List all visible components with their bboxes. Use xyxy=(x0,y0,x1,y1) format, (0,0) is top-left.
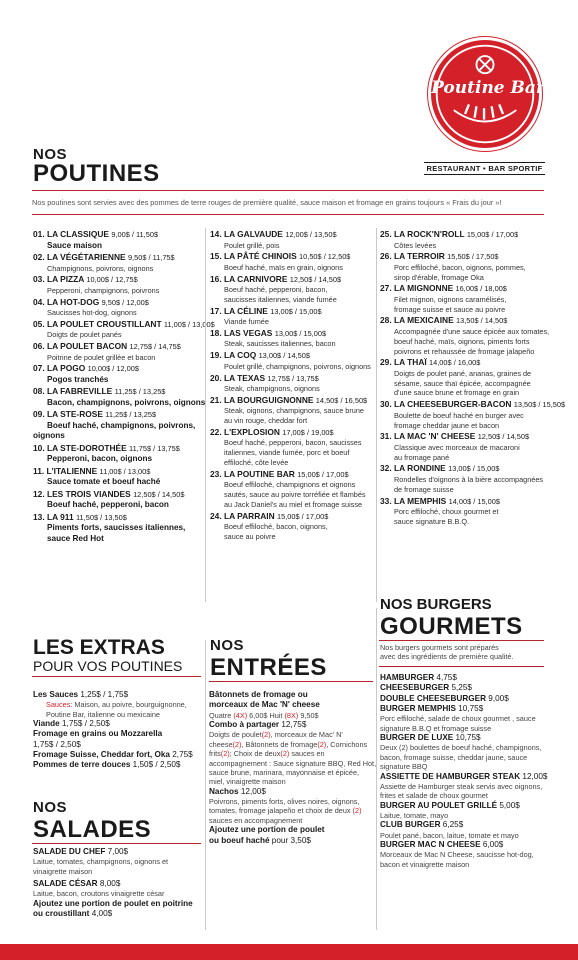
poutine-name: 09. LA STE-ROSE 11,25$ / 13,25$ xyxy=(33,409,157,420)
poutine-name: 17. LA CÉLINE 13,00$ / 15,00$ xyxy=(210,305,322,316)
poutine-desc: sauce au poivre xyxy=(224,532,276,542)
entree-combo: Combo à partager 12,75$ xyxy=(209,720,307,729)
burger-item xyxy=(380,801,550,821)
poutine-item xyxy=(380,463,550,494)
burger-name: BURGER MEMPHIS 10,75$ xyxy=(380,703,484,713)
column-divider xyxy=(205,228,206,602)
poutine-name: 30. LA CHEESEBURGER-BACON 13,50$ / 15,50$ xyxy=(380,399,566,410)
poutine-desc: Doigts de poulet pané, ananas, graines de xyxy=(394,368,532,378)
entree-nachos: Nachos 12,00$ xyxy=(209,786,266,796)
salade-ajout-2: ou croustillant 4,00$ xyxy=(33,909,113,919)
burgers-intro-1: Nos burgers gourmets sont préparés xyxy=(380,643,499,652)
poutine-desc: fromage suisse et sauce au poivre xyxy=(394,304,506,314)
entree-nachos-desc-2: tomates, fromage jalapeño et choix de deux (2) xyxy=(209,806,362,816)
salade-chef-desc: Laitue, tomates, champignons, oignons et xyxy=(33,857,169,867)
poutine-name: 32. LA RONDINE 13,00$ / 15,00$ xyxy=(380,463,500,474)
extras-subtitle: POUR VOS POUTINES xyxy=(33,658,183,674)
entree-ajout-2: ou boeuf haché pour 3,50$ xyxy=(209,835,311,845)
poutine-item xyxy=(33,386,205,408)
poutine-desc: sauce signature B.B.Q. xyxy=(394,516,470,526)
entrees-label-small: NOS xyxy=(210,637,245,654)
poutine-item xyxy=(33,363,205,385)
burger-desc: Deux (2) boulettes de boeuf haché, champignons, xyxy=(380,743,542,753)
poutine-desc: Champignons, poivrons, oignons xyxy=(47,263,154,273)
poutine-name: 05. LA POULET CROUSTILLANT 11,00$ / 13,00$ xyxy=(33,318,215,329)
extras-title: LES EXTRAS xyxy=(33,636,165,659)
footer-bar xyxy=(0,944,578,960)
poutine-desc: au Jack Daniel's au miel et fromage suisse xyxy=(224,499,363,509)
divider xyxy=(32,214,544,215)
poutine-item xyxy=(33,409,205,442)
poutine-desc: sésame, sauce thaï épicée, accompagnée xyxy=(394,378,531,388)
poutine-desc: Porc effiloché, bacon, oignons, pommes, xyxy=(394,262,526,272)
burgers-intro-2: avec des ingrédients de première qualité. xyxy=(380,652,514,662)
burger-name: CLUB BURGER 6,25$ xyxy=(380,820,464,830)
burgers-list xyxy=(380,673,550,869)
poutine-desc: Poulet grillé, pois xyxy=(224,240,280,250)
burger-name: DOUBLE CHEESEBURGER 9,00$ xyxy=(380,693,509,703)
burger-item xyxy=(380,694,550,704)
poutine-desc: italiennes, viande fumée, porc et boeuf xyxy=(224,448,350,458)
column-divider xyxy=(376,608,377,930)
burgers-title: GOURMETS xyxy=(380,613,523,640)
burger-item xyxy=(380,820,550,840)
poutine-name: 18. LAS VEGAS 13,00$ / 15,00$ xyxy=(210,327,327,338)
poutine-item xyxy=(210,427,375,468)
poutine-name: 08. LA FABREVILLE 11,25$ / 13,25$ xyxy=(33,386,166,397)
poutine-name: 04. LA HOT-DOG 9,50$ / 12,00$ xyxy=(33,296,149,307)
burger-desc: bacon et vinaigrette maison xyxy=(380,859,470,869)
entree-combo-desc-4: accompagnement : Sauce signature BBQ, Red Hot, xyxy=(209,758,377,768)
poutine-item xyxy=(210,306,375,327)
salade-ajout: Ajoutez une portion de poulet en poitrine xyxy=(33,898,193,908)
poutine-item xyxy=(380,315,550,356)
salade-chef: SALADE DU CHEF 7,00$ xyxy=(33,847,129,856)
burger-item xyxy=(380,673,550,683)
burger-name: CHEESEBURGER 5,25$ xyxy=(380,683,472,693)
poutine-desc: saucisses italiennes, viande fumée xyxy=(224,294,337,304)
poutine-name: 25. LA ROCK'N'ROLL 15,00$ / 17,00$ xyxy=(380,229,519,239)
poutine-name: 24. LA PARRAIN 15,00$ / 17,00$ xyxy=(210,510,329,521)
entree-combo-desc-6: miel, vinaigrette maison xyxy=(209,777,286,787)
burger-desc: signature B.B.Q et fromage suisse xyxy=(380,723,492,733)
poutine-desc: Sauce tomate et boeuf haché xyxy=(47,477,161,487)
poutine-desc: Boeuf haché, pepperoni, bacon, xyxy=(224,285,328,295)
divider xyxy=(379,666,544,667)
poutine-name: 33. LA MEMPHIS 14,00$ / 15,00$ xyxy=(380,495,500,506)
poutine-desc: au fromage pané xyxy=(394,452,450,462)
salades-title: SALADES xyxy=(33,816,152,843)
entree-batonnets-2: morceaux de Mac 'N' cheese xyxy=(209,700,320,710)
poutine-desc: Sauce maison xyxy=(47,240,103,250)
poutine-desc: Boeuf haché, champignons, poivrons, xyxy=(47,420,196,430)
burgers-label-small: NOS BURGERS xyxy=(380,596,492,613)
poutine-item xyxy=(380,399,566,430)
extra-viande: Viande 1,75$ / 2,50$ xyxy=(33,719,110,729)
poutine-desc: Boeuf effiloché, bacon, oignons, xyxy=(224,522,328,532)
poutine-desc: sirop d'érable, fromage Oka xyxy=(394,272,484,282)
column-divider xyxy=(205,640,206,930)
poutine-desc: Bacon, champignons, poivrons, oignons xyxy=(47,397,206,407)
poutine-name: 07. LA POGO 10,00$ / 12,00$ xyxy=(33,363,139,374)
burger-desc: Poulet pané, bacon, laitue, tomate et mayo xyxy=(380,830,519,840)
poutine-name: 29. LA THAÏ 14,00$ / 16,00$ xyxy=(380,357,481,368)
poutine-desc: poivrons et rehaussée de fromage jalapeño xyxy=(394,346,535,356)
entree-nachos-desc-3: sauces en accompagnement xyxy=(209,815,303,825)
poutine-item xyxy=(210,350,375,371)
poutine-name: 13. LA 911 11,50$ / 13,50$ xyxy=(33,511,127,522)
entree-combo-desc-5: sauce brune, marinara, mayonnaise et épicée, xyxy=(209,767,360,777)
poutine-desc: Pepperoni, bacon, oignons xyxy=(47,454,153,464)
entree-batonnets: Bâtonnets de fromage ou xyxy=(209,690,308,699)
poutine-name: 11. L'ITALIENNE 11,00$ / 13,00$ xyxy=(33,465,151,476)
poutine-name: 03. LA PIZZA 10,00$ / 12,75$ xyxy=(33,274,138,285)
poutine-name: 01. LA CLASSIQUE 9,00$ / 11,50$ xyxy=(33,229,159,239)
burger-desc: Laitue, tomate, mayo xyxy=(380,810,449,820)
poutine-desc: Boeuf haché, pepperoni, bacon, saucisses xyxy=(224,438,362,448)
poutine-item xyxy=(380,431,550,462)
entree-combo-desc-1: Doigts de poulet(2), morceaux de Mac' N' xyxy=(209,730,343,740)
divider xyxy=(32,190,544,191)
salade-cesar-desc: Laitue, bacon, croutons vinaigrette césar xyxy=(33,889,165,899)
burger-item xyxy=(380,704,550,733)
poutine-desc: Poitrine de poulet grillée et bacon xyxy=(47,352,156,362)
poutine-item xyxy=(380,496,550,527)
poutine-item xyxy=(210,469,375,510)
poutine-name: 02. LA VÉGÉTARIENNE 9,50$ / 11,75$ xyxy=(33,252,175,262)
poutine-item xyxy=(210,328,375,349)
divider xyxy=(32,843,201,844)
poutine-item xyxy=(210,274,375,305)
poutine-desc: Doigts de poulet panés xyxy=(47,330,122,340)
poutine-desc: Pepperoni, champignons, poivrons xyxy=(47,285,160,295)
poutine-desc: Boeuf haché, maïs en grain, oignons xyxy=(224,262,343,272)
poutine-desc: Steak, saucisses italiennes, bacon xyxy=(224,339,336,349)
poutine-desc: fromage cheddar jaune et bacon xyxy=(394,420,500,430)
poutine-name: 23. LA POUTINE BAR 15,00$ / 17,00$ xyxy=(210,468,349,479)
burger-desc: signature BBQ xyxy=(380,762,428,772)
salade-chef-desc-2: vinaigrette maison xyxy=(33,866,93,876)
burger-desc: Morceaux de Mac N Cheese, saucisse hot-dog, xyxy=(380,850,534,860)
salades-label-small: NOS xyxy=(33,799,68,816)
poutine-desc: boeuf haché, maïs, oignons, piments forts xyxy=(394,336,530,346)
poutine-item xyxy=(33,229,205,251)
divider xyxy=(379,640,544,641)
poutine-desc: Classique avec morceaux de macaroni xyxy=(394,442,520,452)
poutine-item xyxy=(33,318,215,340)
entrees-list xyxy=(209,690,379,846)
poutine-desc: au vin rouge, cheddar fort xyxy=(224,416,308,426)
burger-desc: Assiette de Hamburger steak servis avec oignons, xyxy=(380,781,543,791)
poutine-desc: Boeuf effiloché, champignons et oignons xyxy=(224,480,356,490)
column-divider xyxy=(376,228,377,602)
poutine-desc: Steak, champignons, oignons xyxy=(224,384,320,394)
burger-desc: frites et salade de choux gourmet xyxy=(380,791,488,801)
poutine-item xyxy=(33,252,205,273)
divider xyxy=(32,676,201,677)
poutine-item xyxy=(210,511,375,542)
burger-item xyxy=(380,840,550,869)
poutine-name: 16. LA CARNIVORE 12,50$ / 14,50$ xyxy=(210,273,342,284)
poutine-desc: Pogos tranchés xyxy=(47,374,109,384)
poutine-item xyxy=(33,297,205,318)
poutine-desc: Boulette de boeuf haché en burger avec xyxy=(394,410,524,420)
poutine-name: 12. LES TROIS VIANDES 12,50$ / 14,50$ xyxy=(33,488,185,499)
extras-list xyxy=(33,690,208,771)
restaurant-tagline: RESTAURANT • BAR SPORTIF xyxy=(424,162,545,175)
logo-text: Poutine Bar xyxy=(431,78,545,98)
burger-name: HAMBURGER 4,75$ xyxy=(380,673,457,682)
extra-fromage: Fromage en grains ou Mozzarella xyxy=(33,729,163,739)
poutine-desc: Côtes levées xyxy=(394,240,437,250)
poutine-item xyxy=(210,395,375,426)
extra-suisse: Fromage Suisse, Cheddar fort, Oka 2,75$ xyxy=(33,750,193,759)
extra-sauces-desc: Sauces: Maison, au poivre, bourguignonne, xyxy=(46,700,187,710)
entree-combo-desc-3: frits(2); Choix de deux(2) sauces en xyxy=(209,749,325,759)
burger-name: BURGER MAC N CHEESE 6,00$ xyxy=(380,840,504,850)
burger-item xyxy=(380,733,550,772)
poutine-name: 22. L'EXPLOSION 17,00$ / 19,00$ xyxy=(210,426,334,437)
burger-item xyxy=(380,683,550,693)
poutine-desc: Accompagnée d'une sauce épicée aux tomates, xyxy=(394,326,550,336)
poutines-title: POUTINES xyxy=(33,160,160,187)
burgers-intro xyxy=(380,643,550,662)
poutine-item xyxy=(380,251,550,282)
poutine-item xyxy=(33,512,205,545)
poutine-desc: sautés, sauce au poivre torréfiée et flambés xyxy=(224,490,366,500)
extra-pdt: Pommes de terre douces 1,50$ / 2,50$ xyxy=(33,760,181,770)
entree-batonnets-prices: Quatre (4X) 6,00$ Huit (8X) 9,50$ xyxy=(209,710,319,720)
poutine-desc: Poulet grillé, champignons, poivrons, oignons xyxy=(224,361,371,371)
poutine-name: 20. LA TEXAS 12,75$ / 13,75$ xyxy=(210,372,319,383)
poutine-desc: oignons xyxy=(33,431,65,441)
poutine-name: 06. LA POULET BACON 12,75$ / 14,75$ xyxy=(33,341,181,352)
poutine-item xyxy=(33,466,205,488)
poutine-item xyxy=(33,274,205,295)
burger-desc: bacon, fromage suisse, cheddar jaune, sauce xyxy=(380,752,528,762)
poutine-name: 19. LA COQ 13,00$ / 14,50$ xyxy=(210,350,310,361)
poutines-column-1 xyxy=(33,229,215,545)
burger-name: BURGER AU POULET GRILLÉ 5,00$ xyxy=(380,800,520,810)
poutine-item xyxy=(33,443,205,465)
entrees-title: ENTRÉES xyxy=(210,654,327,681)
poutine-desc: Porc effiloché, choux gourmet et xyxy=(394,507,499,517)
burger-item xyxy=(380,772,550,801)
poutine-name: 10. LA STE-DOROTHÉE 11,75$ / 13,75$ xyxy=(33,442,180,453)
entree-nachos-desc-1: Poivrons, piments forts, olives noires, oignons, xyxy=(209,797,360,807)
burger-desc: Porc effiloché, salade de choux gourmet , sauce xyxy=(380,714,536,724)
burger-name: BURGER DE LUXE 10,75$ xyxy=(380,733,481,742)
poutine-desc: Rondelles d'oignons à la bière accompagnées xyxy=(394,474,544,484)
poutine-item xyxy=(33,489,205,511)
divider xyxy=(209,681,373,682)
salades-list xyxy=(33,847,208,919)
extra-fromage-price: 1,75$ / 2,50$ xyxy=(33,739,81,749)
poutine-desc: d'une sauce brune et fromage en grain xyxy=(394,388,520,398)
poutine-desc: Filet mignon, oignons caramélisés, xyxy=(394,294,507,304)
extra-sauces-desc-2: Poutine Bar, italienne ou mexicaine xyxy=(46,709,160,719)
poutines-label-small: NOS xyxy=(33,146,68,163)
extra-sauces: Les Sauces 1,25$ / 1,75$ xyxy=(33,690,129,699)
poutine-desc: Steak, oignons, champignons, sauce brune xyxy=(224,406,364,416)
poutine-item xyxy=(380,283,550,314)
poutine-item xyxy=(380,229,550,250)
poutine-desc: de fromage suisse xyxy=(394,484,454,494)
poutine-item xyxy=(33,341,205,362)
poutine-bar-logo xyxy=(428,37,545,151)
poutine-item xyxy=(210,251,375,272)
burger-name: ASSIETTE DE HAMBURGER STEAK 12,00$ xyxy=(380,771,548,781)
poutines-column-3 xyxy=(380,229,566,528)
salade-cesar: SALADE CÉSAR 8,00$ xyxy=(33,879,121,889)
poutine-name: 21. LA BOURGUIGNONNE 14,50$ / 16,50$ xyxy=(210,394,368,405)
poutine-desc: Viande fumée xyxy=(224,317,269,327)
poutine-name: 27. LA MIGNONNE 16,00$ / 18,00$ xyxy=(380,283,507,294)
poutines-intro: Nos poutines sont servies avec des pommes de terre rouges de première qualité, sauce maison et fromage en grains toujours « Frais du jour »! xyxy=(32,198,502,207)
poutine-desc: sauce Red Hot xyxy=(47,533,104,543)
poutine-desc: Saucisses hot-dog, oignons xyxy=(47,308,137,318)
entree-ajout: Ajoutez une portion de poulet xyxy=(209,825,325,835)
entree-combo-desc-2: cheese(2), Bâtonnets de fromage(2), Cornichons xyxy=(209,739,368,749)
poutine-item xyxy=(380,357,550,398)
poutine-name: 15. LA PÂTÉ CHINOIS 10,50$ / 12,50$ xyxy=(210,251,351,262)
poutine-item xyxy=(210,373,375,394)
poutine-name: 26. LA TERROIR 15,50$ / 17,50$ xyxy=(380,251,499,262)
poutine-name: 28. LA MEXICAINE 13,50$ / 14,50$ xyxy=(380,315,508,326)
poutine-desc: effiloché, côte levée xyxy=(224,458,289,468)
poutine-desc: Piments forts, saucisses italiennes, xyxy=(47,523,186,533)
poutine-desc: Boeuf haché, pepperoni, bacon xyxy=(47,500,169,510)
poutine-name: 31. LA MAC 'N' CHEESE 12,50$ / 14,50$ xyxy=(380,431,530,442)
poutines-column-2 xyxy=(210,229,375,543)
poutine-item xyxy=(210,229,375,250)
poutine-name: 14. LA GALVAUDE 12,00$ / 13,50$ xyxy=(210,229,337,239)
